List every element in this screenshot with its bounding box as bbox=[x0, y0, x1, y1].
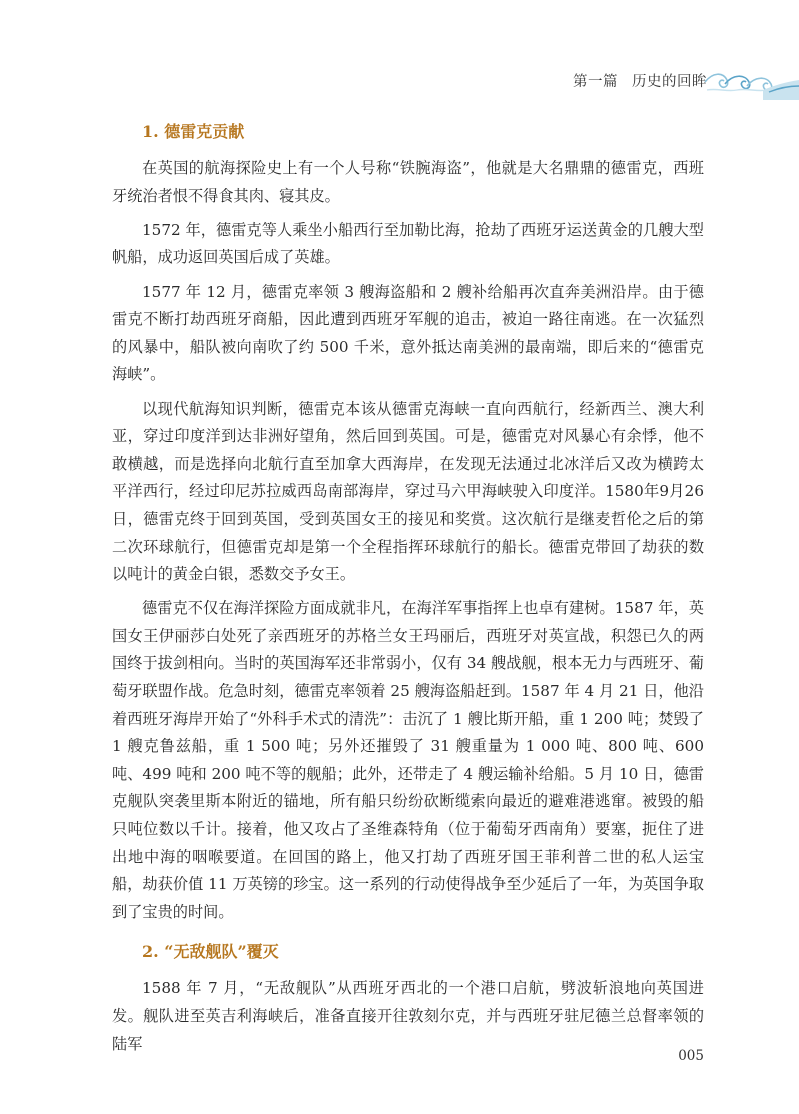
running-header-text bbox=[573, 70, 707, 91]
section-heading-drake-contribution: 1. 德雷克贡献 bbox=[142, 122, 245, 141]
page-number: 005 bbox=[678, 1048, 704, 1064]
wave-decoration-icon bbox=[703, 60, 799, 100]
paragraph: 以现代航海知识判断，德雷克本该从德雷克海峡一直向西航行，经新西兰、澳大利亚，穿过印度洋到达非洲好望角，然后回到英国。可是，德雷克对风暴心有余悸，他不敢横越，而是选择向北航行直至加拿大西海岸，在发现无法通过北冰洋后又改为横跨太平洋西行，经过印尼苏拉威西岛南部海岸，穿过马六甲海峡驶入印度洋。1580年9月26日，德雷克终于回到英国，受到英国女王的接见和奖赏。这次航行是继麦哲伦之后的第二次环球航行，但德雷克却是第一个全程指挥环球航行的船长。德雷克带回了劫获的数以吨计的黄金白银，悉数交予女王。 bbox=[112, 399, 704, 584]
paragraph: 在英国的航海探险史上有一个人号称“铁腕海盗”，他就是大名鼎鼎的德雷克，西班牙统治者恨不得食其肉、寝其皮。 bbox=[112, 159, 704, 205]
paragraph: 德雷克不仅在海洋探险方面成就非凡，在海洋军事指挥上也卓有建树。1587 年，英国女王伊丽莎白处死了亲西班牙的苏格兰女王玛丽后，西班牙对英宣战，积怨已久的两国终于拔剑相向。当时的英国海军还非常弱小，仅有 34 艘战舰，根本无力与西班牙、葡萄牙联盟作战。危急时刻，德雷克率领着 25 艘海盗船赶到。1587 年 4 月 21 日，他沿着西班牙海岸开始了“外科手术式的清洗”：击沉了 1 艘比斯开船，重 1 200 吨；焚毁了 1 艘克鲁兹船，重 1 500 吨；另外还摧毁了 31 艘重量为 1 000 吨、800 吨、600 吨、499 吨和 200 吨不等的舰船；此外，还带走了 4 艘运输补给船。5 月 10 日，德雷克舰队突袭里斯本附近的锚地，所有船只纷纷砍断缆索向最近的避难港逃窜。被毁的船只吨位数以千计。接着，他又攻占了圣维森特角（位于葡萄牙西南角）要塞，扼住了进出地中海的咽喉要道。在回国的路上，他又打劫了西班牙国王菲利普二世的私人运宝船，劫获价值 11 万英镑的珍宝。这一系列的行动使得战争至少延后了一年，为英国争取到了宝贵的时间。 bbox=[112, 599, 704, 921]
page-content bbox=[112, 118, 704, 1065]
section-heading-armada-defeat: 2. “无敌舰队”覆灭 bbox=[142, 942, 279, 962]
running-header bbox=[539, 60, 799, 100]
header-part: 第一篇 bbox=[573, 74, 618, 90]
paragraph: 1577 年 12 月，德雷克率领 3 艘海盗船和 2 艘补给船再次直奔美洲沿岸。由于德雷克不断打劫西班牙商船，因此遭到西班牙军舰的追击，被迫一路往南逃。在一次猛烈的风暴中，船队被向南吹了约 500 千米，意外抵达南美洲的最南端，即后来的“德雷克海峡”。 bbox=[112, 282, 704, 384]
header-title: 历史的回眸 bbox=[632, 74, 707, 90]
paragraph: 1572 年，德雷克等人乘坐小船西行至加勒比海，抢劫了西班牙运送黄金的几艘大型帆船，成功返回英国后成了英雄。 bbox=[112, 220, 704, 267]
paragraph: 1588 年 7 月，“无敌舰队”从西班牙西北的一个港口启航，劈波斩浪地向英国进发。舰队进至英吉利海峡后，准备直接开往敦刻尔克，并与西班牙驻尼德兰总督率领的陆军 bbox=[112, 979, 704, 1053]
